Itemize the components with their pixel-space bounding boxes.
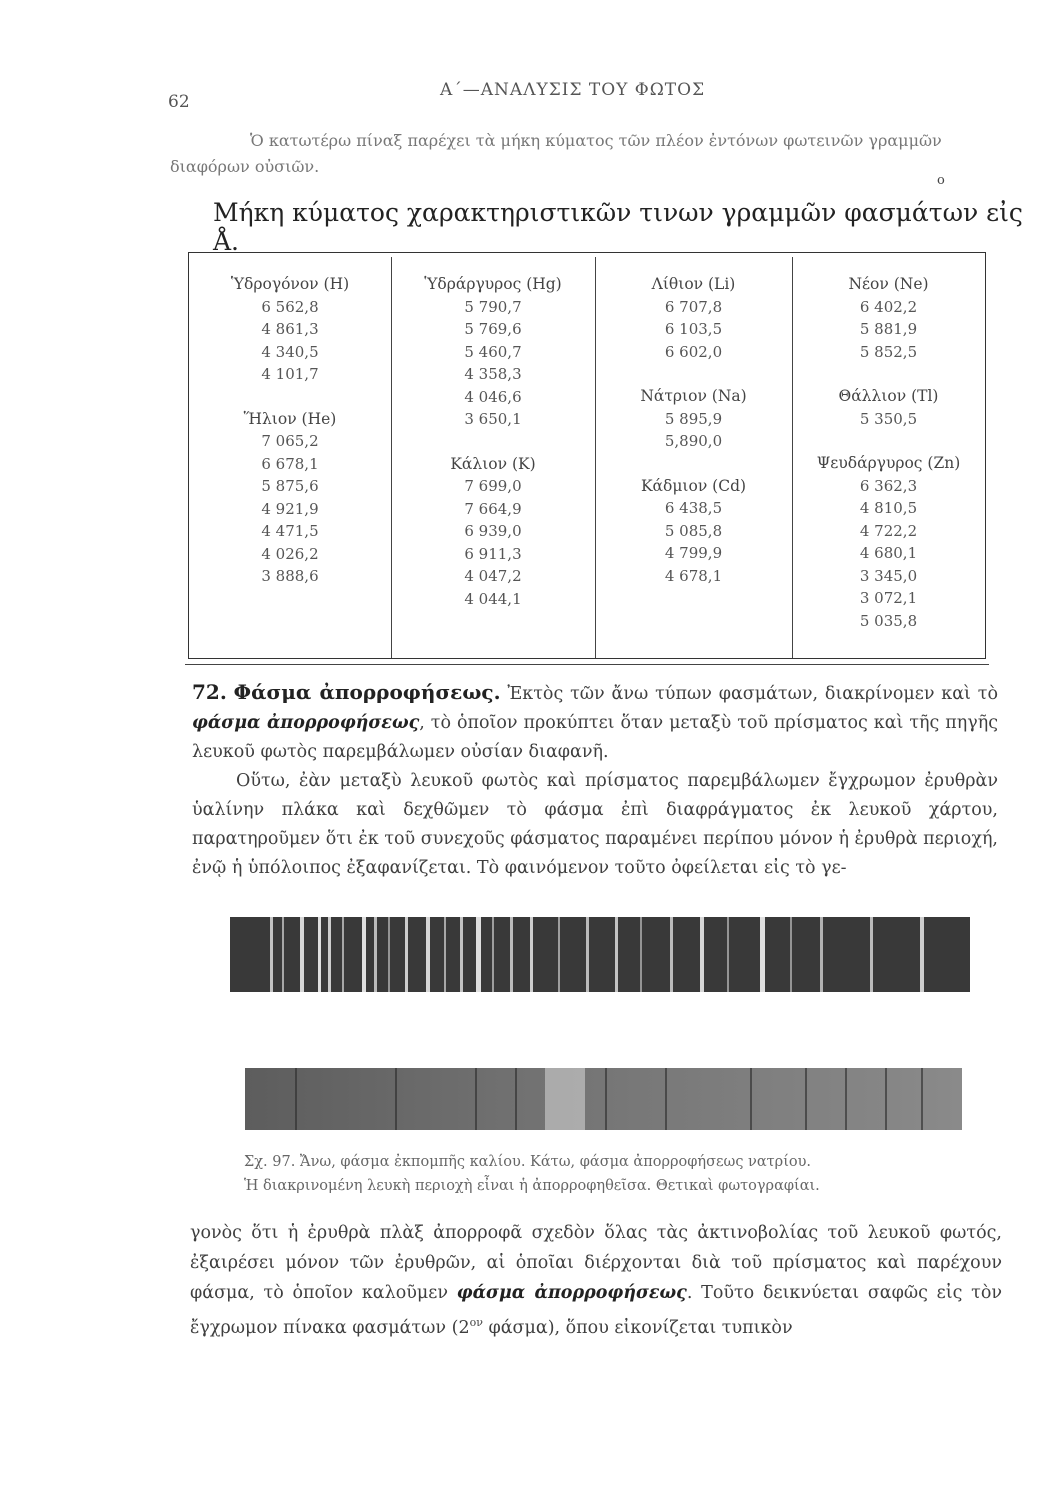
emission-line <box>318 917 321 992</box>
wavelength-table <box>188 252 986 659</box>
emission-line <box>460 917 463 992</box>
element-heading: Ὑδράργυρος (Hg) <box>424 275 562 293</box>
element-heading: Ἥλιον (He) <box>243 409 337 428</box>
emission-line <box>388 917 390 992</box>
wavelength-value: 4 921,9 <box>261 499 319 518</box>
intro-paragraph: Ὁ κατωτέρω πίναξ παρέχει τὰ μήκη κύματος τῶν πλέον ἐντόνων φωτεινῶν γραμμῶν διαφόρων οὐσιῶν. <box>170 131 942 176</box>
wavelength-value: 6 678,1 <box>261 454 319 473</box>
emission-line <box>362 917 366 992</box>
emission-line <box>920 917 924 992</box>
emission-line <box>870 917 873 992</box>
continuation-paragraph <box>190 1218 1002 1343</box>
absorption-line <box>605 1068 607 1130</box>
element-heading: Ὑδρογόνον (H) <box>230 275 350 293</box>
absorption-line <box>921 1068 923 1130</box>
term-emphasis: φάσμα ἀπορροφήσεως <box>192 713 420 733</box>
element-heading: Κάλιον (K) <box>450 454 536 473</box>
absorption-line <box>665 1068 667 1130</box>
wavelength-value: 4 678,1 <box>664 566 723 585</box>
wavelength-value: 3 650,1 <box>464 410 522 428</box>
emission-line <box>374 917 377 992</box>
emission-line <box>282 917 284 992</box>
absorption-line <box>475 1068 477 1130</box>
paragraph-text: ), ὅπου εἰκονίζεται τυπικὸν <box>547 1317 793 1338</box>
wavelength-value: 4 471,5 <box>261 522 319 540</box>
wavelength-value: 6 602,0 <box>664 342 723 361</box>
wavelength-value: 6 103,5 <box>664 320 723 338</box>
paragraph-text: γονὸς ὅτι ἡ ἐρυθρὰ πλὰξ ἀπορροφᾶ σχεδὸν ὅλας τὰς ἀκτινοβολίας τοῦ λευκοῦ φωτός, ἐξαιρέσει μόνον τῶν ἐρυθρῶν, αἱ ὁποῖαι διέρχονται διὰ τοῦ πρίσματος καὶ παρέχουν φάσμα, τὸ ὁποῖον καλοῦμεν <box>190 1223 1002 1303</box>
emission-line <box>492 917 494 992</box>
wavelength-value: 6 362,3 <box>859 476 918 495</box>
emission-line <box>510 917 513 992</box>
section-72 <box>192 678 998 883</box>
wavelength-value: 4 340,5 <box>261 342 319 361</box>
wavelength-value: 4 358,3 <box>464 365 522 383</box>
wavelength-value: 5 460,7 <box>464 342 522 361</box>
wavelength-value: 5 875,6 <box>261 477 319 495</box>
emission-spectrum-photo <box>230 917 970 992</box>
wavelength-value: 3 888,6 <box>261 567 319 585</box>
table-title: Μήκη κύματος χαρακτηριστικῶν τινων γραμμῶν φασμάτων εἰς Å. <box>213 198 1023 256</box>
wavelength-value: 4 026,2 <box>261 544 319 563</box>
wavelength-value: 4 047,2 <box>464 567 522 585</box>
emission-spectrum-lines <box>230 917 970 992</box>
absorbed-white-region <box>545 1068 585 1130</box>
emission-line <box>615 917 618 992</box>
absorption-line <box>750 1068 752 1130</box>
section-number: 72. <box>192 680 227 704</box>
table-column-4 <box>792 273 985 632</box>
wavelength-value: 7 664,9 <box>464 499 522 518</box>
absorption-line <box>885 1068 887 1130</box>
absorption-line <box>515 1068 517 1130</box>
wavelength-value: 6 402,2 <box>859 297 918 316</box>
emission-line <box>426 917 430 992</box>
wavelength-value: 4 101,7 <box>261 365 319 383</box>
wavelength-value: 4 722,2 <box>859 521 918 540</box>
wavelength-value: 5 790,7 <box>464 297 522 316</box>
emission-line <box>700 917 704 992</box>
wavelength-value: 6 911,3 <box>464 544 522 563</box>
caption-line: Σχ. 97. Ἄνω, φάσμα ἐκπομπῆς καλίου. Κάτω, φάσμα ἀπορροφήσεως νατρίου. <box>244 1154 812 1170</box>
emission-line <box>270 917 273 992</box>
element-heading: Νέον (Ne) <box>848 275 929 293</box>
wavelength-value: 4 046,6 <box>464 387 522 406</box>
wavelength-value: 5 769,6 <box>464 320 522 338</box>
table-bottom-rule <box>185 664 989 665</box>
emission-line <box>444 917 446 992</box>
running-head: Α΄—ΑΝΑΛΥΣΙΣ ΤΟΥ ΦΩΤΟΣ <box>440 80 706 100</box>
wavelength-value: 6 939,0 <box>464 522 522 540</box>
emission-line <box>586 917 589 992</box>
wavelength-value: 4 810,5 <box>859 499 918 517</box>
angstrom-ring-mark: o <box>937 173 945 188</box>
emission-line <box>790 917 792 992</box>
emission-line <box>727 917 729 992</box>
figure-caption <box>244 1150 970 1198</box>
table-column-1 <box>189 273 391 588</box>
emission-line <box>670 917 673 992</box>
emission-line <box>820 917 823 992</box>
paragraph-text: . Τοῦτο δεικνύεται σαφῶς εἰς τὸν ἔγχρωμον πίνακα φασμάτων ( <box>190 1283 1003 1338</box>
element-heading: Θάλλιον (Tl) <box>838 387 939 405</box>
emission-line <box>476 917 481 992</box>
emission-line <box>328 917 331 992</box>
table-column-3 <box>595 273 792 587</box>
paragraph-text: , τὸ ὁποῖον προκύπτει ὅταν μεταξὺ τοῦ πρίσματος καὶ τῆς πηγῆς λευκοῦ φωτὸς παρεμβάλωμεν οὐσίαν διαφανῆ. <box>192 713 998 762</box>
absorption-line <box>805 1068 807 1130</box>
section-title: Φάσμα ἀπορροφήσεως. <box>233 680 501 704</box>
element-heading: Λίθιον (Li) <box>651 275 736 293</box>
wavelength-value: 4 861,3 <box>261 320 319 338</box>
element-heading: Κάδμιον (Cd) <box>640 476 747 495</box>
wavelength-value: 5 350,5 <box>859 409 918 428</box>
element-heading: Νάτριον (Na) <box>640 387 747 405</box>
wavelength-value: 4 044,1 <box>464 589 522 608</box>
wavelength-value: 5 881,9 <box>859 320 918 338</box>
reference-word: φάσμα <box>482 1317 548 1338</box>
absorption-line <box>845 1068 847 1130</box>
wavelength-value: 5,890,0 <box>664 432 723 450</box>
wavelength-value: 6 562,8 <box>261 297 319 316</box>
wavelength-value: 5 895,9 <box>664 409 723 428</box>
table-column-2 <box>391 273 595 610</box>
page-number: 62 <box>168 92 190 112</box>
emission-line <box>760 917 765 992</box>
wavelength-value: 7 065,2 <box>261 432 319 450</box>
emission-line <box>558 917 560 992</box>
wavelength-value: 6 438,5 <box>664 499 723 517</box>
paragraph-text: Οὕτω, ἐὰν μεταξὺ λευκοῦ φωτὸς καὶ πρίσματος παρεμβάλωμεν ἔγχρωμον ἐρυθρὰν ὑαλίνην πλάκα καὶ δεχθῶμεν τὸ φάσμα ἐπὶ διαφράγματος ἐκ λευκοῦ χάρτου, παρατηροῦμεν ὅτι ἐκ τοῦ συνεχοῦς φάσματος παραμένει περίπου μόνον ἡ ἐρυθρὰ περιοχή, ἐνῷ ἡ ὑπόλοιπος ἐξαφανίζεται. Τὸ φαινόμενον τοῦτο ὀφείλεται εἰς τὸ γε- <box>192 771 998 878</box>
wavelength-value: 4 680,1 <box>859 544 918 562</box>
wavelength-value: 7 699,0 <box>464 477 522 495</box>
emission-line <box>300 917 304 992</box>
term-emphasis: φάσμα ἀπορροφήσεως <box>456 1283 687 1303</box>
element-heading: Ψευδάργυρος (Zn) <box>816 454 961 472</box>
absorption-spectrum-photo <box>245 1068 962 1130</box>
emission-line <box>342 917 344 992</box>
emission-line <box>530 917 533 992</box>
wavelength-value: 5 852,5 <box>859 342 918 361</box>
paragraph-text: Ἐκτὸς τῶν ἄνω τύπων φασμάτων, διακρίνομεν καὶ τὸ <box>500 684 998 704</box>
emission-line <box>405 917 408 992</box>
wavelength-value: 5 035,8 <box>859 611 918 630</box>
emission-line <box>640 917 642 992</box>
wavelength-value: 3 345,0 <box>859 566 918 585</box>
wavelength-value: 4 799,9 <box>664 544 723 562</box>
absorption-spectrum-lines <box>245 1068 962 1130</box>
wavelength-value: 3 072,1 <box>859 589 918 607</box>
wavelength-value: 6 707,8 <box>664 297 723 316</box>
absorption-line <box>295 1068 297 1130</box>
reference-superscript: ον <box>469 1316 483 1329</box>
reference-number: 2 <box>458 1317 470 1338</box>
absorption-line <box>395 1068 397 1130</box>
caption-line: Ἡ διακρινομένη λευκὴ περιοχὴ εἶναι ἡ ἀπορροφηθεῖσα. Θετικαὶ φωτογραφίαι. <box>244 1178 820 1194</box>
wavelength-value: 5 085,8 <box>664 521 723 540</box>
